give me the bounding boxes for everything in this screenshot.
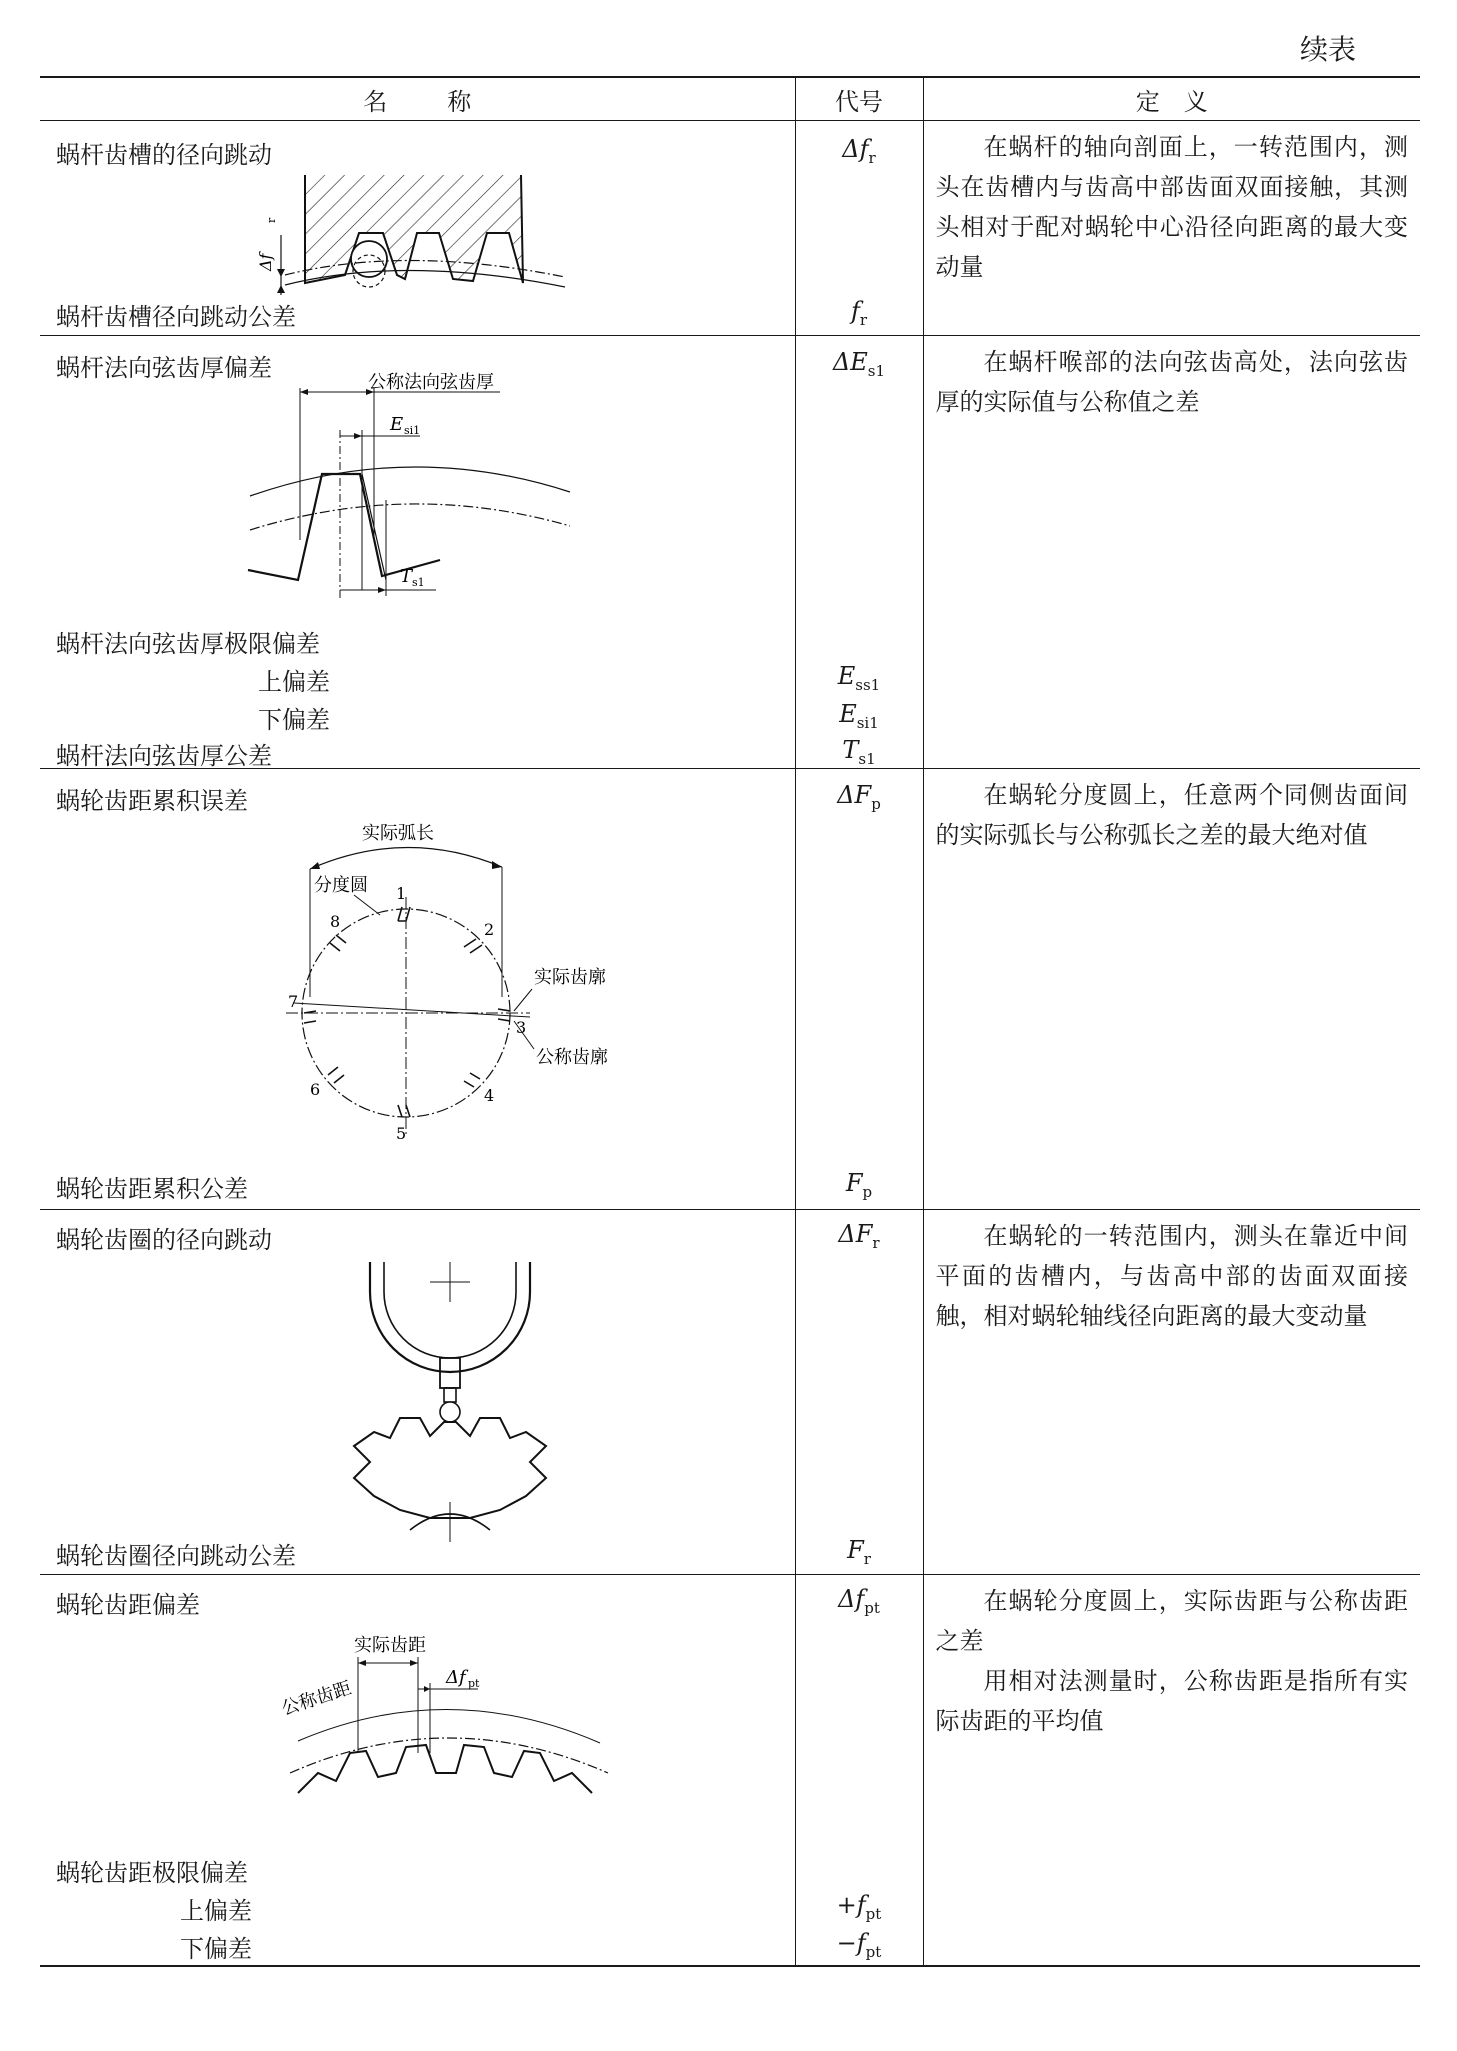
item-definition: 在蜗轮的一转范围内，测头在靠近中间平面的齿槽内，与齿高中部的齿面双面接触，相对蜗轮轴线径向距离的最大变动量 — [935, 1222, 1408, 1330]
figure-label-delta-f-pt: Δf — [446, 1667, 466, 1688]
continued-label: 续表 — [1300, 33, 1357, 66]
item-definition: 在蜗杆的轴向剖面上，一转范围内，测头在齿槽内与齿高中部齿面双面接触，其测头相对于配对蜗轮中心沿径向距离的最大变动量 — [935, 133, 1408, 281]
tooth-number-4: 4 — [484, 1086, 495, 1105]
table-row — [40, 336, 1420, 769]
item-name: 蜗轮齿圈径向跳动公差 — [56, 1542, 296, 1570]
worm-wheel-cumulative-pitch-figure — [230, 817, 608, 1147]
item-name: 下偏差 — [258, 706, 330, 734]
figure-label-nominal-pitch: 公称齿距 — [279, 1677, 355, 1720]
figure-label-nominal-profile: 公称齿廓 — [536, 1047, 608, 1068]
item-name: 上偏差 — [180, 1897, 252, 1925]
worm-groove-runout-figure — [256, 175, 625, 295]
table-row — [40, 769, 1420, 1210]
item-name: 蜗轮齿距极限偏差 — [56, 1859, 248, 1887]
header-code: 代号 — [795, 77, 923, 121]
table-row — [40, 121, 1420, 336]
table-row — [40, 1210, 1420, 1575]
tooth-number-2: 2 — [484, 920, 495, 939]
figure-label-sub-s1: s1 — [412, 576, 425, 589]
definitions-table — [40, 76, 1420, 1967]
tooth-number-1: 1 — [396, 884, 407, 903]
item-symbol: $F_r$ — [847, 1536, 871, 1568]
item-symbol: $f_r$ — [850, 297, 868, 329]
worm-wheel-radial-runout-figure — [340, 1262, 560, 1542]
item-symbol: $E_{si1}$ — [839, 700, 879, 732]
item-name: 蜗杆法向弦齿厚极限偏差 — [56, 630, 320, 658]
figure-label-sub-r: r — [265, 217, 278, 223]
item-name: 蜗轮齿距累积误差 — [56, 787, 248, 815]
item-definition: 在蜗轮分度圆上，实际齿距与公称齿距之差 用相对法测量时，公称齿距是指所有实际齿距的平均值 — [935, 1587, 1408, 1735]
table-row — [40, 1575, 1420, 1967]
figure-label-sub-pt: pt — [468, 1677, 480, 1690]
figure-label-pitch-circle: 分度圆 — [314, 875, 368, 896]
tooth-number-6: 6 — [310, 1080, 321, 1099]
item-symbol: $\Delta F_r$ — [838, 1220, 880, 1252]
figure-label-t: T — [400, 566, 413, 587]
item-definition: 在蜗杆喉部的法向弦齿高处，法向弦齿厚的实际值与公称值之差 — [935, 348, 1408, 416]
header-name: 名称 — [40, 77, 795, 121]
figure-label-actual-profile: 实际齿廓 — [534, 967, 606, 988]
item-name: 上偏差 — [258, 668, 330, 696]
figure-label-e: E — [390, 414, 404, 435]
worm-tooth-thickness-figure — [240, 372, 600, 610]
item-name: 蜗轮齿距偏差 — [56, 1591, 200, 1619]
tooth-number-3: 3 — [516, 1018, 527, 1037]
item-name: 蜗杆齿槽径向跳动公差 — [56, 303, 296, 331]
item-definition: 在蜗轮分度圆上，任意两个同侧齿面间的实际弧长与公称弧长之差的最大绝对值 — [935, 781, 1408, 849]
item-name: 下偏差 — [180, 1935, 252, 1963]
item-symbol: $\Delta E_{s1}$ — [832, 348, 886, 380]
item-symbol: $E_{ss1}$ — [837, 662, 881, 694]
worm-wheel-pitch-deviation-figure — [278, 1623, 618, 1823]
tooth-number-8: 8 — [330, 912, 341, 931]
item-symbol: $+f_{pt}$ — [836, 1891, 882, 1923]
item-name: 蜗轮齿距累积公差 — [56, 1175, 248, 1203]
item-symbol: $F_p$ — [845, 1169, 873, 1201]
figure-label-nominal-thickness: 公称法向弦齿厚 — [368, 372, 494, 393]
header-definition: 定 义 — [923, 77, 1420, 121]
table-header-row — [40, 77, 1420, 121]
figure-label-delta-f: Δf — [256, 253, 275, 271]
figure-label-actual-pitch: 实际齿距 — [354, 1635, 426, 1656]
item-symbol: $-f_{pt}$ — [836, 1929, 882, 1961]
item-name: 蜗杆齿槽的径向跳动 — [56, 141, 272, 169]
item-symbol: $\Delta f_r$ — [842, 135, 876, 167]
item-name: 蜗杆法向弦齿厚偏差 — [56, 354, 272, 382]
figure-label-actual-arc: 实际弧长 — [362, 823, 434, 844]
tooth-number-5: 5 — [396, 1124, 407, 1143]
tooth-number-7: 7 — [288, 992, 299, 1011]
item-name: 蜗杆法向弦齿厚公差 — [56, 742, 272, 770]
figure-label-sub-si1: si1 — [404, 424, 421, 437]
item-symbol: $\Delta F_p$ — [837, 781, 881, 813]
item-symbol: $\Delta f_{pt}$ — [838, 1585, 880, 1617]
item-name: 蜗轮齿圈的径向跳动 — [56, 1226, 272, 1254]
item-symbol: $T_{s1}$ — [842, 736, 876, 768]
